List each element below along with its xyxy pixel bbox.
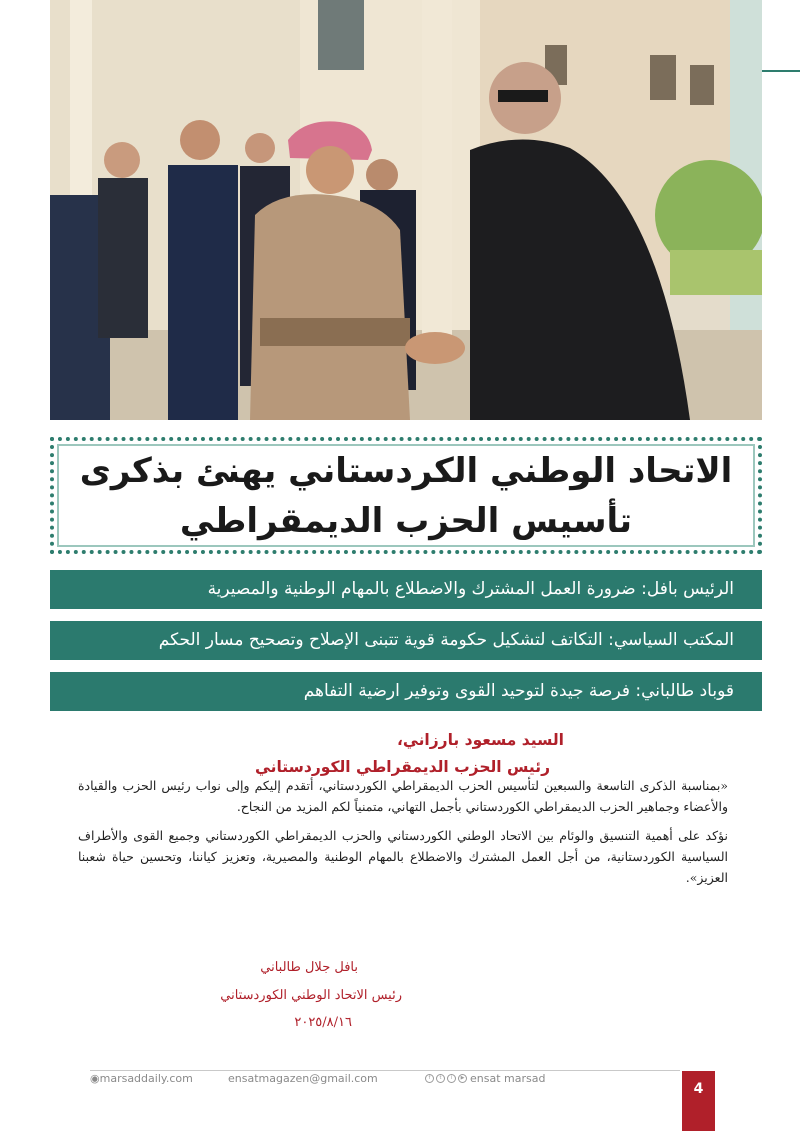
headline-line-2: تأسيس الحزب الديمقراطي xyxy=(179,500,633,541)
footer-email[interactable]: ensatmagazen@gmail.com xyxy=(228,1072,378,1085)
footer-website[interactable] xyxy=(90,1072,193,1085)
letter-paragraph-2: نؤكد على أهمية التنسيق والوئام بين الاتحاد الوطني الكوردستاني والحزب الديمقراطي الكوردستاني وجميع القوى والأطراف السياسية الكوردستانية، من أجل العمل المشترك والاضطلاع بالمهام الوطنية والمصيرية، وتعزيز كياننا، وتحسين حياة شعبنا العزيز». xyxy=(78,828,728,885)
letter-paragraph-1: «بمناسبة الذكرى التاسعة والسبعين لتأسيس الحزب الديمقراطي الكوردستاني، أتقدم إليكم وإلى نواب رئيس الحزب والقيادة والأعضاء وجماهير الحزب الديمقراطي الكوردستاني بأجمل التهاني، متمنياً لكم المزيد من النجاح. xyxy=(78,778,728,814)
globe-icon: ◉ xyxy=(90,1072,100,1085)
twitter-icon[interactable]: t xyxy=(436,1074,445,1083)
footer-divider xyxy=(90,1070,680,1071)
subheadline-bar-3: قوباد طالباني: فرصة جيدة لتوحيد القوى وتوفير ارضية التفاهم xyxy=(50,672,762,711)
facebook-icon[interactable]: f xyxy=(425,1074,434,1083)
social-icons xyxy=(425,1074,467,1083)
news-photo xyxy=(50,0,762,420)
decorative-rule xyxy=(762,70,800,72)
page-number: 4 xyxy=(682,1071,715,1131)
footer-social-handle: ensat marsad xyxy=(470,1072,546,1085)
signature-name: بافل جلال طالباني xyxy=(260,960,358,975)
headline-box xyxy=(50,437,762,554)
signature-title: رئيس الاتحاد الوطني الكوردستاني xyxy=(220,988,402,1003)
youtube-icon[interactable]: ▶ xyxy=(458,1074,467,1083)
headline-line-1: الاتحاد الوطني الكردستاني يهنئ بذكرى xyxy=(79,450,733,491)
letter-body xyxy=(78,775,728,896)
subheadline-bar-1: الرئيس بافل: ضرورة العمل المشترك والاضطلاع بالمهام الوطنية والمصيرية xyxy=(50,570,762,609)
instagram-icon[interactable]: i xyxy=(447,1074,456,1083)
addressee-name: السيد مسعود بارزاني، xyxy=(397,731,564,749)
subheadline-bar-2: المكتب السياسي: التكاتف لتشكيل حكومة قوية تتبنى الإصلاح وتصحيح مسار الحكم xyxy=(50,621,762,660)
signature-date: ٢٠٢٥/٨/١٦ xyxy=(294,1015,352,1030)
footer-website-text: marsaddaily.com xyxy=(99,1072,193,1085)
addressee-title: رئيس الحزب الديمقراطي الكوردستاني xyxy=(254,758,550,776)
